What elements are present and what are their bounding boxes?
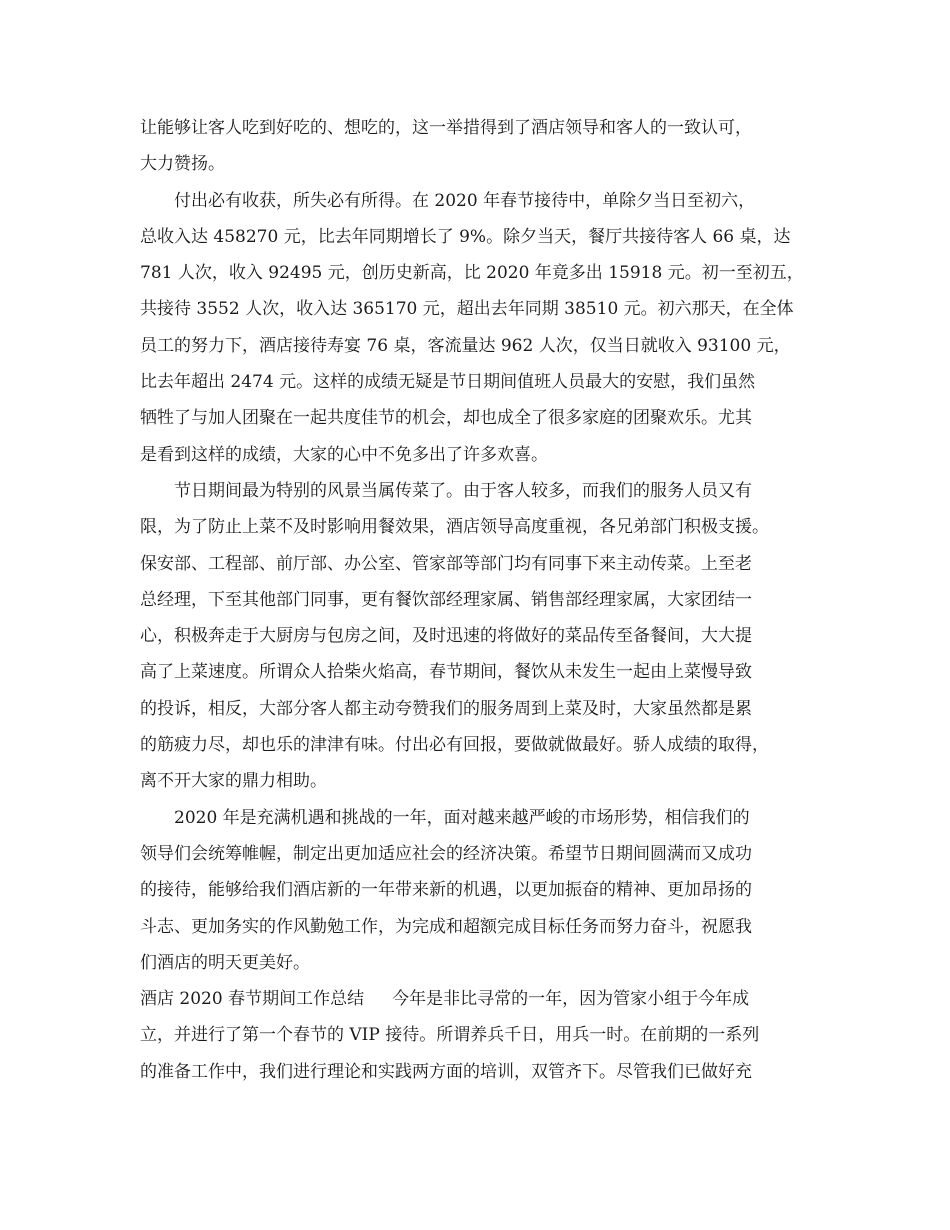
text-line: 们酒店的明天更美好。 bbox=[140, 952, 310, 973]
document-body bbox=[140, 110, 840, 1090]
text-line: 心，积极奔走于大厨房与包房之间，及时迅速的将做好的菜品传至备餐间，大大提 bbox=[140, 626, 752, 647]
paragraph-outlook bbox=[140, 800, 840, 981]
text-line: 总收入达 458270 元，比去年同期增长了 9%。除夕当天，餐厅共接待客人 66 桌，达 bbox=[140, 226, 791, 247]
text-line: 让能够让客人吃到好吃的、想吃的，这一举措得到了酒店领导和客人的一致认可， bbox=[140, 118, 752, 138]
paragraph-continued bbox=[140, 110, 840, 183]
text-line: 的投诉，相反，大部分客人都主动夸赞我们的服务周到上菜及时，大家虽然都是累 bbox=[140, 698, 752, 719]
text-line: 斗志、更加务实的作风勤勉工作，为完成和超额完成目标任务而努力奋斗，祝愿我 bbox=[140, 916, 752, 937]
text-line: 高了上菜速度。所谓众人拾柴火焰高，春节期间，餐饮从未发生一起由上菜慢导致 bbox=[140, 662, 752, 683]
text-line: 是看到这样的成绩，大家的心中不免多出了许多欢喜。 bbox=[140, 444, 548, 465]
text-line: 立，并进行了第一个春节的 VIP 接待。所谓养兵千日，用兵一时。在前期的一系列 bbox=[140, 1025, 760, 1046]
next-section bbox=[140, 981, 840, 1090]
text-line: 的准备工作中，我们进行理论和实践两方面的培训，双管齐下。尽管我们已做好充 bbox=[140, 1061, 752, 1082]
text-line: 的筋疲力尽，却也乐的津津有味。付出必有回报，要做就做最好。骄人成绩的取得， bbox=[140, 735, 769, 756]
section-heading-line bbox=[140, 981, 840, 1017]
text-line: 大力赞扬。 bbox=[140, 154, 225, 175]
text-line: 限，为了防止上菜不及时影响用餐效果，酒店领导高度重视，各兄弟部门积极支援。 bbox=[140, 517, 769, 538]
text-line: 781 人次，收入 92495 元，创历史新高，比 2020 年竟多出 15918 元。初一至初五， bbox=[140, 263, 804, 284]
text-line: 总经理，下至其他部门同事，更有餐饮部经理家属、销售部经理家属，大家团结一 bbox=[140, 589, 752, 610]
section-title: 酒店 2020 春节期间工作总结 bbox=[140, 989, 365, 1010]
text-line: 领导们会统筹帷幄，制定出更加适应社会的经济决策。希望节日期间圆满而又成功 bbox=[140, 843, 752, 864]
text-line: 的接待，能够给我们酒店新的一年带来新的机遇，以更加振奋的精神、更加昂扬的 bbox=[140, 880, 752, 901]
paragraph-serving bbox=[140, 473, 840, 800]
text-line: 牺牲了与加人团聚在一起共度佳节的机会，却也成全了很多家庭的团聚欢乐。尤其 bbox=[140, 408, 752, 429]
text-line: 比去年超出 2474 元。这样的成绩无疑是节日期间值班人员最大的安慰，我们虽然 bbox=[140, 372, 756, 393]
paragraph-revenue bbox=[140, 183, 840, 473]
text-line: 离不开大家的鼎力相助。 bbox=[140, 771, 327, 792]
text-line: 节日期间最为特别的风景当属传菜了。由于客人较多，而我们的服务人员又有 bbox=[174, 480, 752, 501]
text-line: 保安部、工程部、前厅部、办公室、管家部等部门均有同事下来主动传菜。上至老 bbox=[140, 553, 752, 574]
text-line: 付出必有收获，所失必有所得。在 2020 年春节接待中，单除夕当日至初六， bbox=[174, 190, 756, 211]
section-first-line: 今年是非比寻常的一年，因为管家小组于今年成 bbox=[392, 989, 750, 1010]
text-line: 2020 年是充满机遇和挑战的一年，面对越来越严峻的市场形势，相信我们的 bbox=[174, 807, 750, 828]
text-line: 共接待 3552 人次，收入达 365170 元，超出去年同期 38510 元。初六那天，在全体 bbox=[140, 299, 794, 320]
text-line: 员工的努力下，酒店接待寿宴 76 桌，客流量达 962 人次，仅当日就收入 93100 元， bbox=[140, 335, 791, 356]
